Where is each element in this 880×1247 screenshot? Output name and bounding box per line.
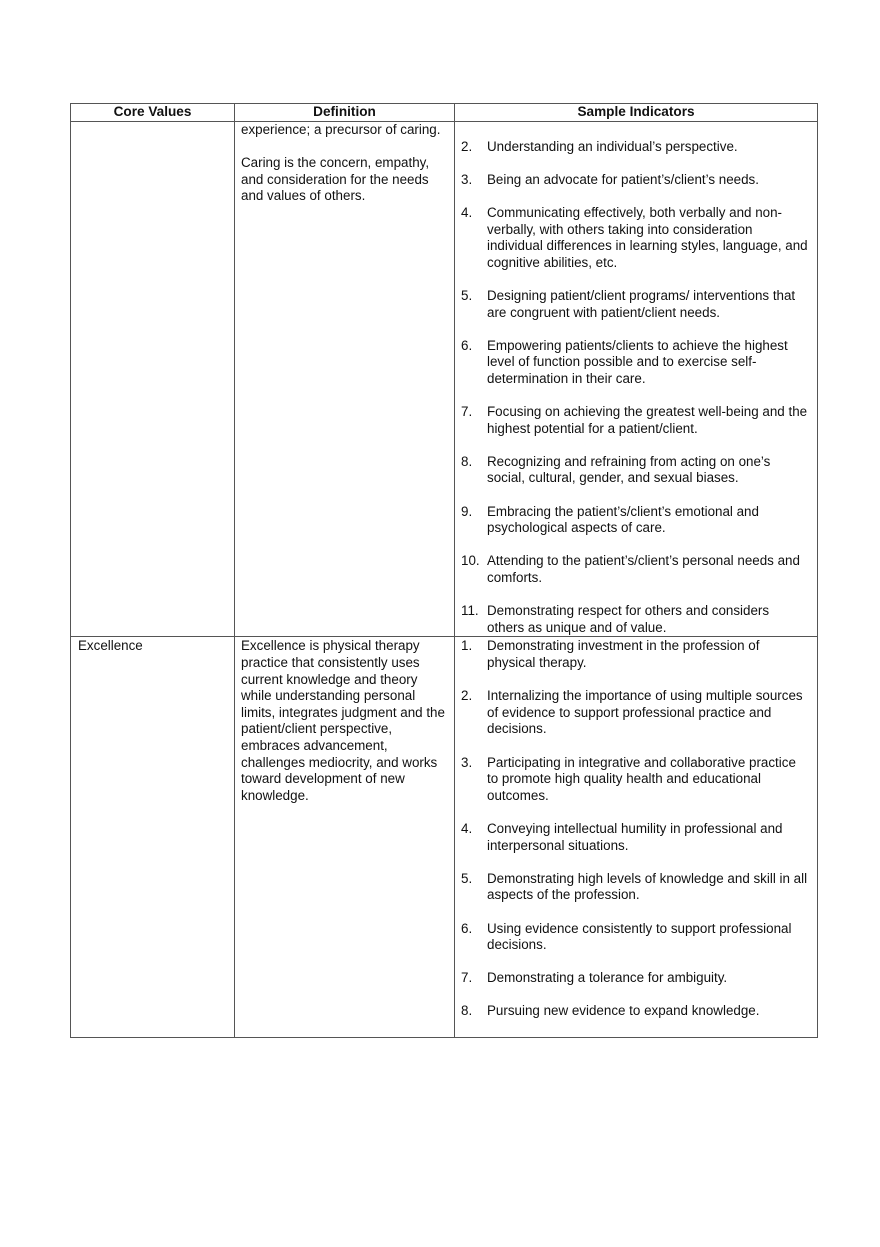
list-item bbox=[461, 504, 809, 537]
list-item bbox=[461, 970, 809, 987]
indicator-text: Demonstrating respect for others and considers others as unique and of value. bbox=[487, 603, 770, 635]
list-item bbox=[461, 871, 809, 904]
header-core-values: Core Values bbox=[71, 104, 235, 122]
list-item bbox=[461, 755, 809, 805]
definition-paragraph: experience; a precursor of caring. bbox=[241, 122, 441, 137]
indicator-text: Demonstrating a tolerance for ambiguity. bbox=[487, 970, 728, 986]
indicator-number: 1. bbox=[461, 638, 473, 654]
list-item bbox=[461, 454, 809, 487]
indicator-number: 7. bbox=[461, 970, 473, 986]
indicator-number: 8. bbox=[461, 1003, 473, 1019]
indicator-text: Focusing on achieving the greatest well-being and the highest potential for a patient/client. bbox=[487, 404, 808, 436]
indicator-text: Recognizing and refraining from acting on one’s social, cultural, gender, and sexual biases. bbox=[487, 453, 771, 486]
core-values-table bbox=[70, 103, 818, 1038]
indicator-text: Being an advocate for patient’s/client’s needs. bbox=[487, 171, 759, 187]
list-item bbox=[461, 821, 809, 854]
indicator-number: 4. bbox=[461, 204, 473, 220]
indicator-number: 5. bbox=[461, 287, 473, 303]
indicator-list bbox=[461, 139, 809, 637]
indicator-number: 2. bbox=[461, 688, 473, 704]
indicators-cell bbox=[455, 122, 818, 637]
list-item bbox=[461, 172, 809, 189]
list-item bbox=[461, 338, 809, 388]
indicator-number: 8. bbox=[461, 453, 473, 469]
indicators-cell bbox=[455, 637, 818, 1037]
indicator-number: 6. bbox=[461, 337, 473, 353]
indicator-spacer bbox=[461, 122, 809, 139]
core-value-cell: Excellence bbox=[71, 637, 235, 1037]
indicator-number: 7. bbox=[461, 404, 473, 420]
header-definition: Definition bbox=[235, 104, 455, 122]
indicator-text: Internalizing the importance of using multiple sources of evidence to support professional practice and decisions. bbox=[487, 688, 803, 737]
list-item bbox=[461, 688, 809, 738]
indicator-text: Communicating effectively, both verbally and non-verbally, with others taking into consideration individual differences in learning styles, language, and cognitive abilities, etc. bbox=[487, 204, 808, 270]
indicator-text: Empowering patients/clients to achieve the highest level of function possible and to exercise self-determination in their care. bbox=[487, 337, 788, 386]
list-item bbox=[461, 553, 809, 586]
list-item bbox=[461, 603, 809, 636]
indicator-number: 10. bbox=[461, 553, 480, 569]
list-item bbox=[461, 1003, 809, 1020]
indicator-number: 6. bbox=[461, 920, 473, 936]
table-header-row bbox=[71, 104, 818, 122]
table-row bbox=[71, 122, 818, 637]
list-item bbox=[461, 921, 809, 954]
indicator-text: Participating in integrative and collaborative practice to promote high quality health and educational outcomes. bbox=[487, 754, 796, 803]
indicator-number: 3. bbox=[461, 754, 473, 770]
definition-paragraph: Caring is the concern, empathy, and consideration for the needs and values of others. bbox=[241, 155, 430, 204]
indicator-text: Attending to the patient’s/client’s personal needs and comforts. bbox=[487, 553, 800, 586]
header-sample-indicators: Sample Indicators bbox=[455, 104, 818, 122]
indicator-text: Using evidence consistently to support professional decisions. bbox=[487, 920, 792, 953]
indicator-text: Designing patient/client programs/ interventions that are congruent with patient/client needs. bbox=[487, 287, 796, 320]
indicator-number: 5. bbox=[461, 870, 473, 886]
indicator-list bbox=[461, 637, 809, 1020]
indicator-number: 3. bbox=[461, 171, 473, 187]
list-item bbox=[461, 139, 809, 156]
definition-paragraph: Excellence is physical therapy practice that consistently uses current knowledge and theory while understanding personal limits, integrates judgment and the patient/client perspective, embraces advancement, challenges mediocrity, and works toward development of new knowledge. bbox=[241, 638, 445, 803]
indicator-number: 9. bbox=[461, 503, 473, 519]
list-item bbox=[461, 205, 809, 271]
indicator-text: Demonstrating investment in the profession of physical therapy. bbox=[487, 638, 760, 670]
indicator-text: Understanding an individual’s perspective. bbox=[487, 138, 738, 154]
indicator-number: 4. bbox=[461, 820, 473, 836]
list-item bbox=[461, 404, 809, 437]
indicator-number: 2. bbox=[461, 138, 473, 154]
definition-cell bbox=[235, 637, 455, 1037]
list-item bbox=[461, 288, 809, 321]
definition-cell bbox=[235, 122, 455, 637]
indicator-text: Conveying intellectual humility in professional and interpersonal situations. bbox=[487, 820, 783, 853]
indicator-text: Embracing the patient’s/client’s emotional and psychological aspects of care. bbox=[487, 503, 759, 536]
indicator-text: Pursuing new evidence to expand knowledge. bbox=[487, 1003, 760, 1019]
list-item bbox=[461, 638, 809, 671]
core-value-cell bbox=[71, 122, 235, 637]
indicator-number: 11. bbox=[461, 603, 479, 619]
indicator-text: Demonstrating high levels of knowledge and skill in all aspects of the profession. bbox=[487, 870, 808, 903]
table-row bbox=[71, 637, 818, 1037]
